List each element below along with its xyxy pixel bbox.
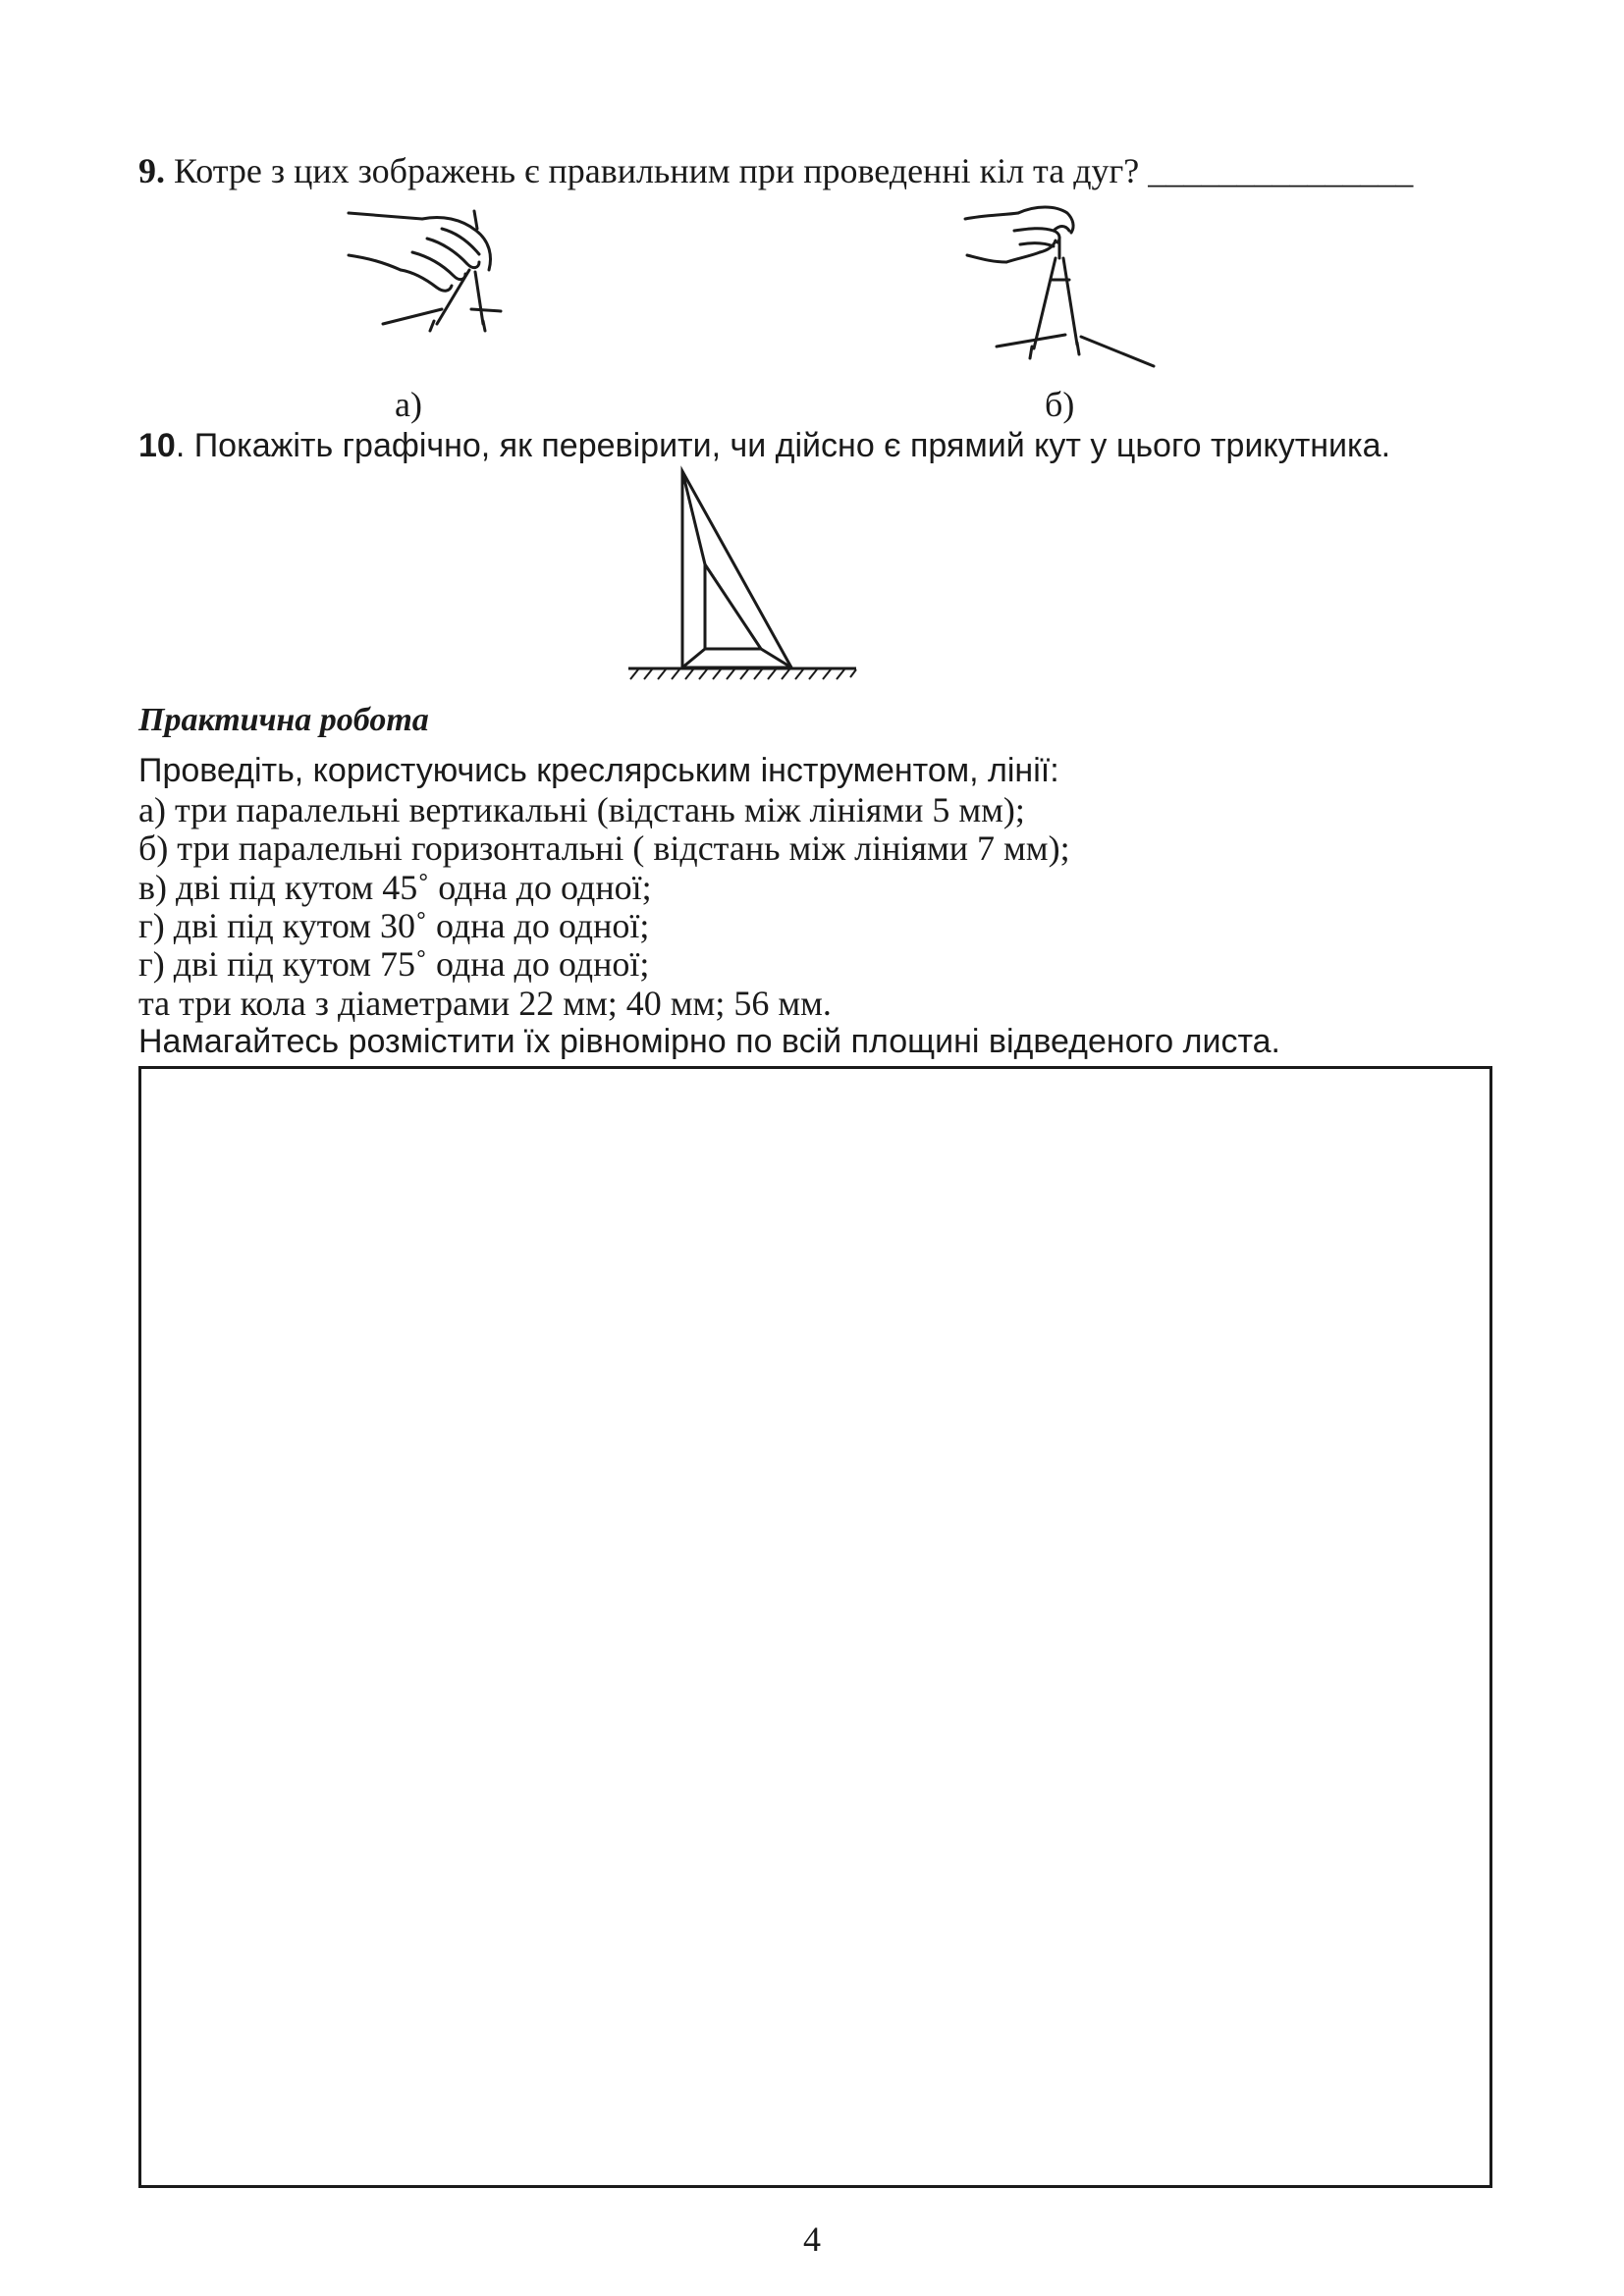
- question-10: [138, 426, 1390, 465]
- hand-compass-figure-b: [957, 201, 1164, 368]
- practical-instruction: Намагайтесь розмістити їх рівномірно по всій площині відведеного листа.: [138, 1023, 1281, 1060]
- drawing-area[interactable]: [138, 1066, 1492, 2188]
- hand-compass-figure-a: [344, 201, 511, 348]
- question-10-number: 10: [138, 427, 176, 464]
- practical-item: а) три паралельні вертикальні (відстань між лініями 5 мм);: [138, 790, 1025, 829]
- practical-item: та три кола з діаметрами 22 мм; 40 мм; 56 мм.: [138, 984, 832, 1023]
- set-square-triangle-figure: [628, 466, 864, 682]
- practical-intro: Проведіть, користуючись креслярським інструментом, лінії:: [138, 752, 1059, 789]
- question-9-number: 9.: [138, 151, 165, 190]
- practical-item: в) дві під кутом 45˚ одна до одної;: [138, 868, 652, 907]
- question-10-text: . Покажіть графічно, як перевірити, чи дійсно є прямий кут у цього трикутника.: [175, 427, 1391, 464]
- practical-heading: Практична робота: [138, 702, 429, 738]
- practical-item: б) три паралельні горизонтальні ( відстань між лініями 7 мм);: [138, 828, 1070, 868]
- question-9-text: Котре з цих зображень є правильним при проведенні кіл та дуг? _______________: [174, 151, 1414, 190]
- option-b-label: б): [1045, 385, 1075, 424]
- page-number: 4: [803, 2219, 821, 2259]
- option-a-label: а): [395, 385, 422, 424]
- practical-item: г) дві під кутом 30˚ одна до одної;: [138, 906, 650, 945]
- question-9: [138, 151, 1413, 190]
- practical-item: г) дві під кутом 75˚ одна до одної;: [138, 944, 650, 984]
